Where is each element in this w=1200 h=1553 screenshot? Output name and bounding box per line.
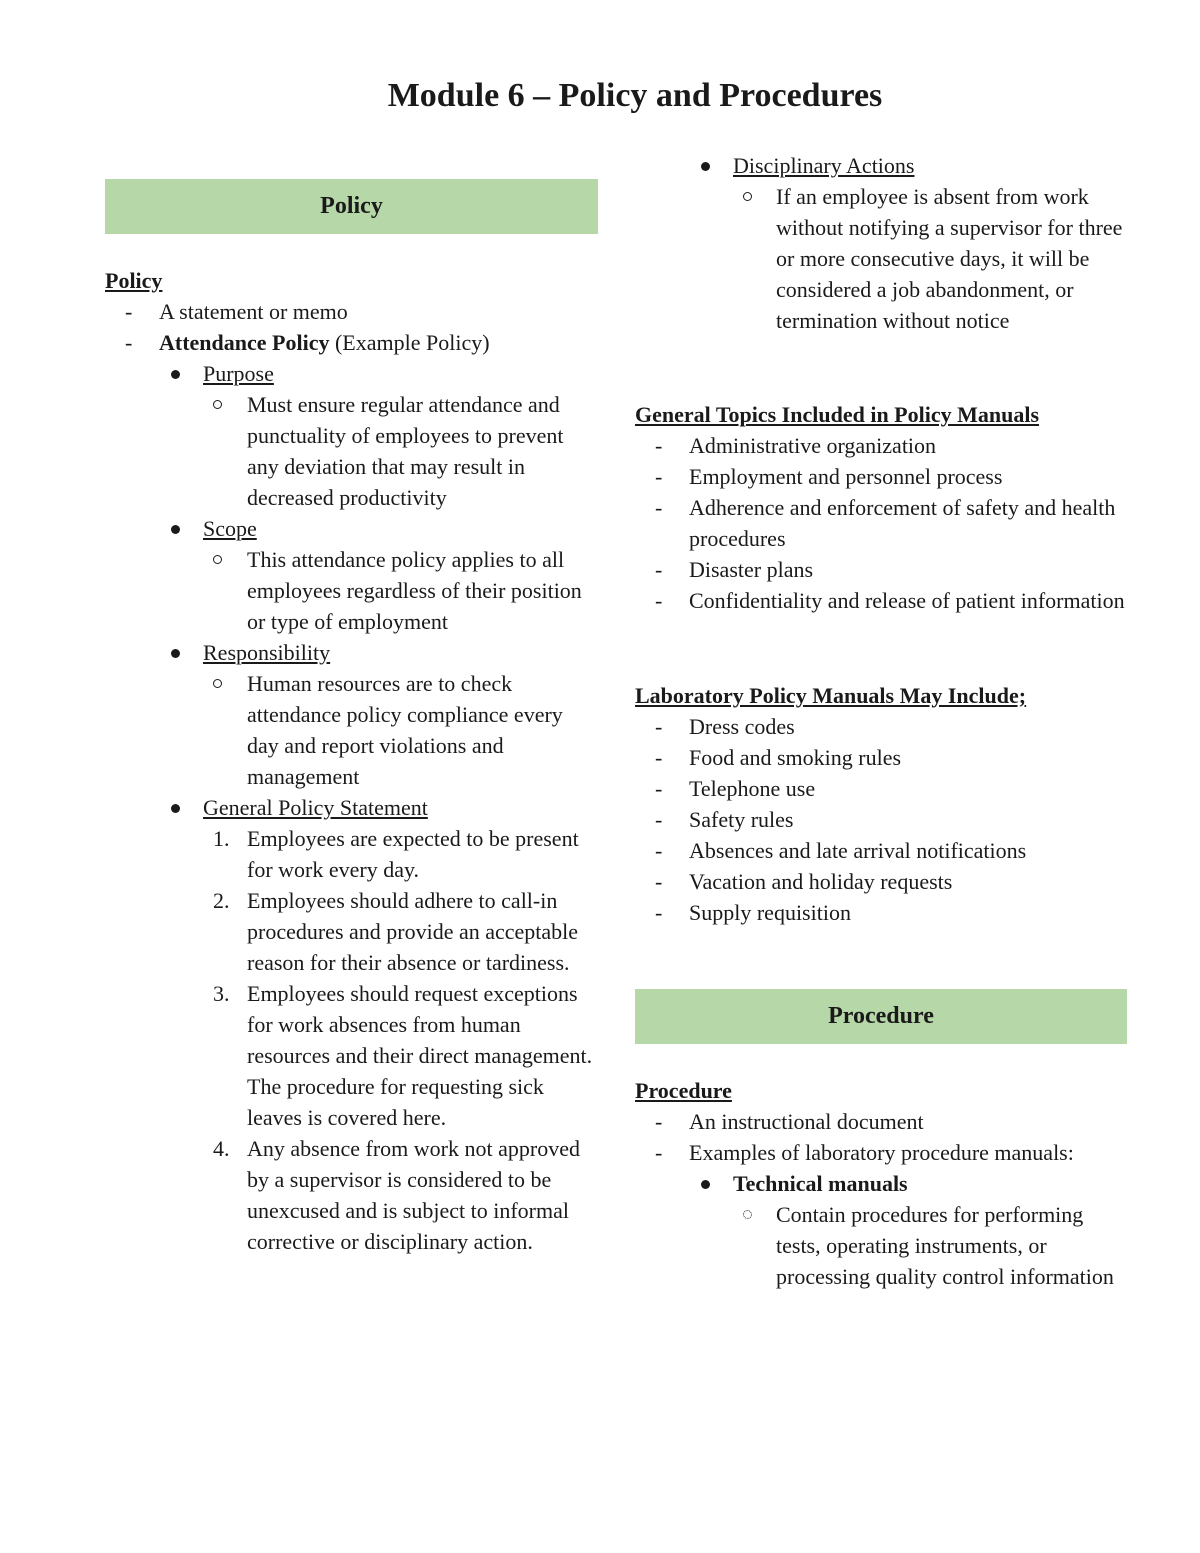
purpose-text-item xyxy=(105,389,598,513)
bullet-circle-icon xyxy=(213,555,222,564)
numbered-item xyxy=(105,885,598,978)
list-item-text: Absences and late arrival notifications xyxy=(689,838,1027,863)
technical-manuals-label: Technical manuals xyxy=(733,1171,908,1196)
bullet-dot-icon xyxy=(171,370,180,379)
dash-bullet: - xyxy=(655,1109,663,1134)
numbered-item xyxy=(105,823,598,885)
dash-bullet: - xyxy=(655,869,663,894)
dash-bullet: - xyxy=(655,745,663,770)
responsibility-item xyxy=(105,637,598,668)
responsibility-text: Human resources are to check attendance policy compliance every day and report violations and management xyxy=(247,671,563,789)
list-item xyxy=(635,1137,1130,1168)
list-item xyxy=(635,492,1130,554)
bullet-circle-icon xyxy=(743,1210,752,1219)
item-number: 4. xyxy=(213,1136,230,1161)
bullet-dot-icon xyxy=(171,649,180,658)
dash-bullet: - xyxy=(655,588,663,613)
list-item-text: Safety rules xyxy=(689,807,794,832)
lab-manuals-list xyxy=(635,711,1130,928)
attendance-policy-suffix: (Example Policy) xyxy=(334,330,490,355)
procedure-list xyxy=(635,1106,1130,1292)
numbered-item xyxy=(105,1133,598,1257)
list-item xyxy=(635,835,1130,866)
bullet-circle-icon xyxy=(213,679,222,688)
list-item-text: Supply requisition xyxy=(689,900,851,925)
disciplinary-text-item xyxy=(635,181,1135,336)
list-item-text: Vacation and holiday requests xyxy=(689,869,953,894)
list-item xyxy=(635,1106,1130,1137)
bullet-dot-icon xyxy=(171,804,180,813)
general-topics-heading: General Topics Included in Policy Manuals xyxy=(635,402,1040,427)
list-item-text: Examples of laboratory procedure manuals: xyxy=(689,1140,1074,1165)
list-item-text: Employment and personnel process xyxy=(689,464,1003,489)
scope-text: This attendance policy applies to all employees regardless of their position or type of employment xyxy=(247,547,582,634)
list-item xyxy=(635,742,1130,773)
list-item-text: Confidentiality and release of patient information xyxy=(689,588,1125,613)
numbered-item xyxy=(105,978,598,1133)
item-number: 3. xyxy=(213,981,230,1006)
bullet-dot-icon xyxy=(701,1180,710,1189)
item-number: 2. xyxy=(213,888,230,913)
general-policy-item xyxy=(105,792,598,823)
procedure-banner-label: Procedure xyxy=(828,1003,934,1029)
list-item xyxy=(635,711,1130,742)
dash-bullet: - xyxy=(655,838,663,863)
policy-banner xyxy=(105,179,598,234)
list-item xyxy=(635,897,1130,928)
list-item xyxy=(635,430,1130,461)
numbered-item-text: Any absence from work not approved by a supervisor is considered to be unexcused and is subject to informal corrective or disciplinary action. xyxy=(247,1136,580,1254)
purpose-item xyxy=(105,358,598,389)
dash-bullet: - xyxy=(655,495,663,520)
list-item xyxy=(635,866,1130,897)
scope-label: Scope xyxy=(203,516,257,541)
attendance-policy-label: Attendance Policy xyxy=(159,330,330,355)
disciplinary-label: Disciplinary Actions xyxy=(733,153,915,178)
page-title: Module 6 – Policy and Procedures xyxy=(387,77,883,114)
numbered-item-text: Employees should adhere to call-in procedures and provide an acceptable reason for their absence or tardiness. xyxy=(247,888,579,975)
list-item xyxy=(635,585,1130,616)
dash-bullet: - xyxy=(655,807,663,832)
disciplinary-item xyxy=(635,150,1135,181)
dash-bullet: - xyxy=(125,299,133,324)
list-item-text: Food and smoking rules xyxy=(689,745,902,770)
scope-text-item xyxy=(105,544,598,637)
numbered-item-text: Employees should request exceptions for work absences from human resources and their direct management. The procedure for requesting sick leaves is covered here. xyxy=(247,981,593,1130)
responsibility-text-item xyxy=(105,668,598,792)
disciplinary-text: If an employee is absent from work without notifying a supervisor for three or more consecutive days, it will be considered a job abandonment, or termination without notice xyxy=(776,184,1123,333)
policy-heading: Policy xyxy=(105,268,163,293)
dash-bullet: - xyxy=(655,900,663,925)
disciplinary-block xyxy=(635,150,1135,336)
dash-bullet: - xyxy=(655,557,663,582)
lab-manuals-heading: Laboratory Policy Manuals May Include; xyxy=(635,683,1027,708)
list-item-text: Disaster plans xyxy=(689,557,814,582)
dash-bullet: - xyxy=(125,330,133,355)
list-item-text: Telephone use xyxy=(689,776,816,801)
bullet-dot-icon xyxy=(171,525,180,534)
list-item-text: Adherence and enforcement of safety and health procedures xyxy=(689,495,1116,551)
list-item xyxy=(105,296,598,327)
bullet-circle-icon xyxy=(743,192,752,201)
dash-bullet: - xyxy=(655,1140,663,1165)
scope-item xyxy=(105,513,598,544)
dash-bullet: - xyxy=(655,776,663,801)
policy-list xyxy=(105,296,598,1257)
dash-bullet: - xyxy=(655,433,663,458)
bullet-dot-icon xyxy=(701,162,710,171)
procedure-heading: Procedure xyxy=(635,1078,732,1103)
list-item-text: Dress codes xyxy=(689,714,795,739)
procedure-banner xyxy=(635,989,1127,1044)
policy-statement: A statement or memo xyxy=(159,299,348,324)
item-number: 1. xyxy=(213,826,230,851)
policy-banner-label: Policy xyxy=(320,193,383,219)
list-item-text: Administrative organization xyxy=(689,433,937,458)
general-topics-list xyxy=(635,430,1130,616)
list-item xyxy=(105,327,598,358)
list-item-text: An instructional document xyxy=(689,1109,924,1134)
dash-bullet: - xyxy=(655,714,663,739)
technical-manuals-item xyxy=(635,1168,1130,1199)
technical-manuals-text: Contain procedures for performing tests, operating instruments, or processing quality control information xyxy=(776,1202,1114,1289)
dash-bullet: - xyxy=(655,464,663,489)
bullet-circle-icon xyxy=(213,400,222,409)
purpose-text: Must ensure regular attendance and punctuality of employees to prevent any deviation that may result in decreased productivity xyxy=(247,392,564,510)
list-item xyxy=(635,554,1130,585)
purpose-label: Purpose xyxy=(203,361,274,386)
responsibility-label: Responsibility xyxy=(203,640,331,665)
list-item xyxy=(635,804,1130,835)
technical-text-item xyxy=(635,1199,1130,1292)
list-item xyxy=(635,461,1130,492)
list-item xyxy=(635,773,1130,804)
general-policy-label: General Policy Statement xyxy=(203,795,428,820)
numbered-item-text: Employees are expected to be present for work every day. xyxy=(247,826,579,882)
